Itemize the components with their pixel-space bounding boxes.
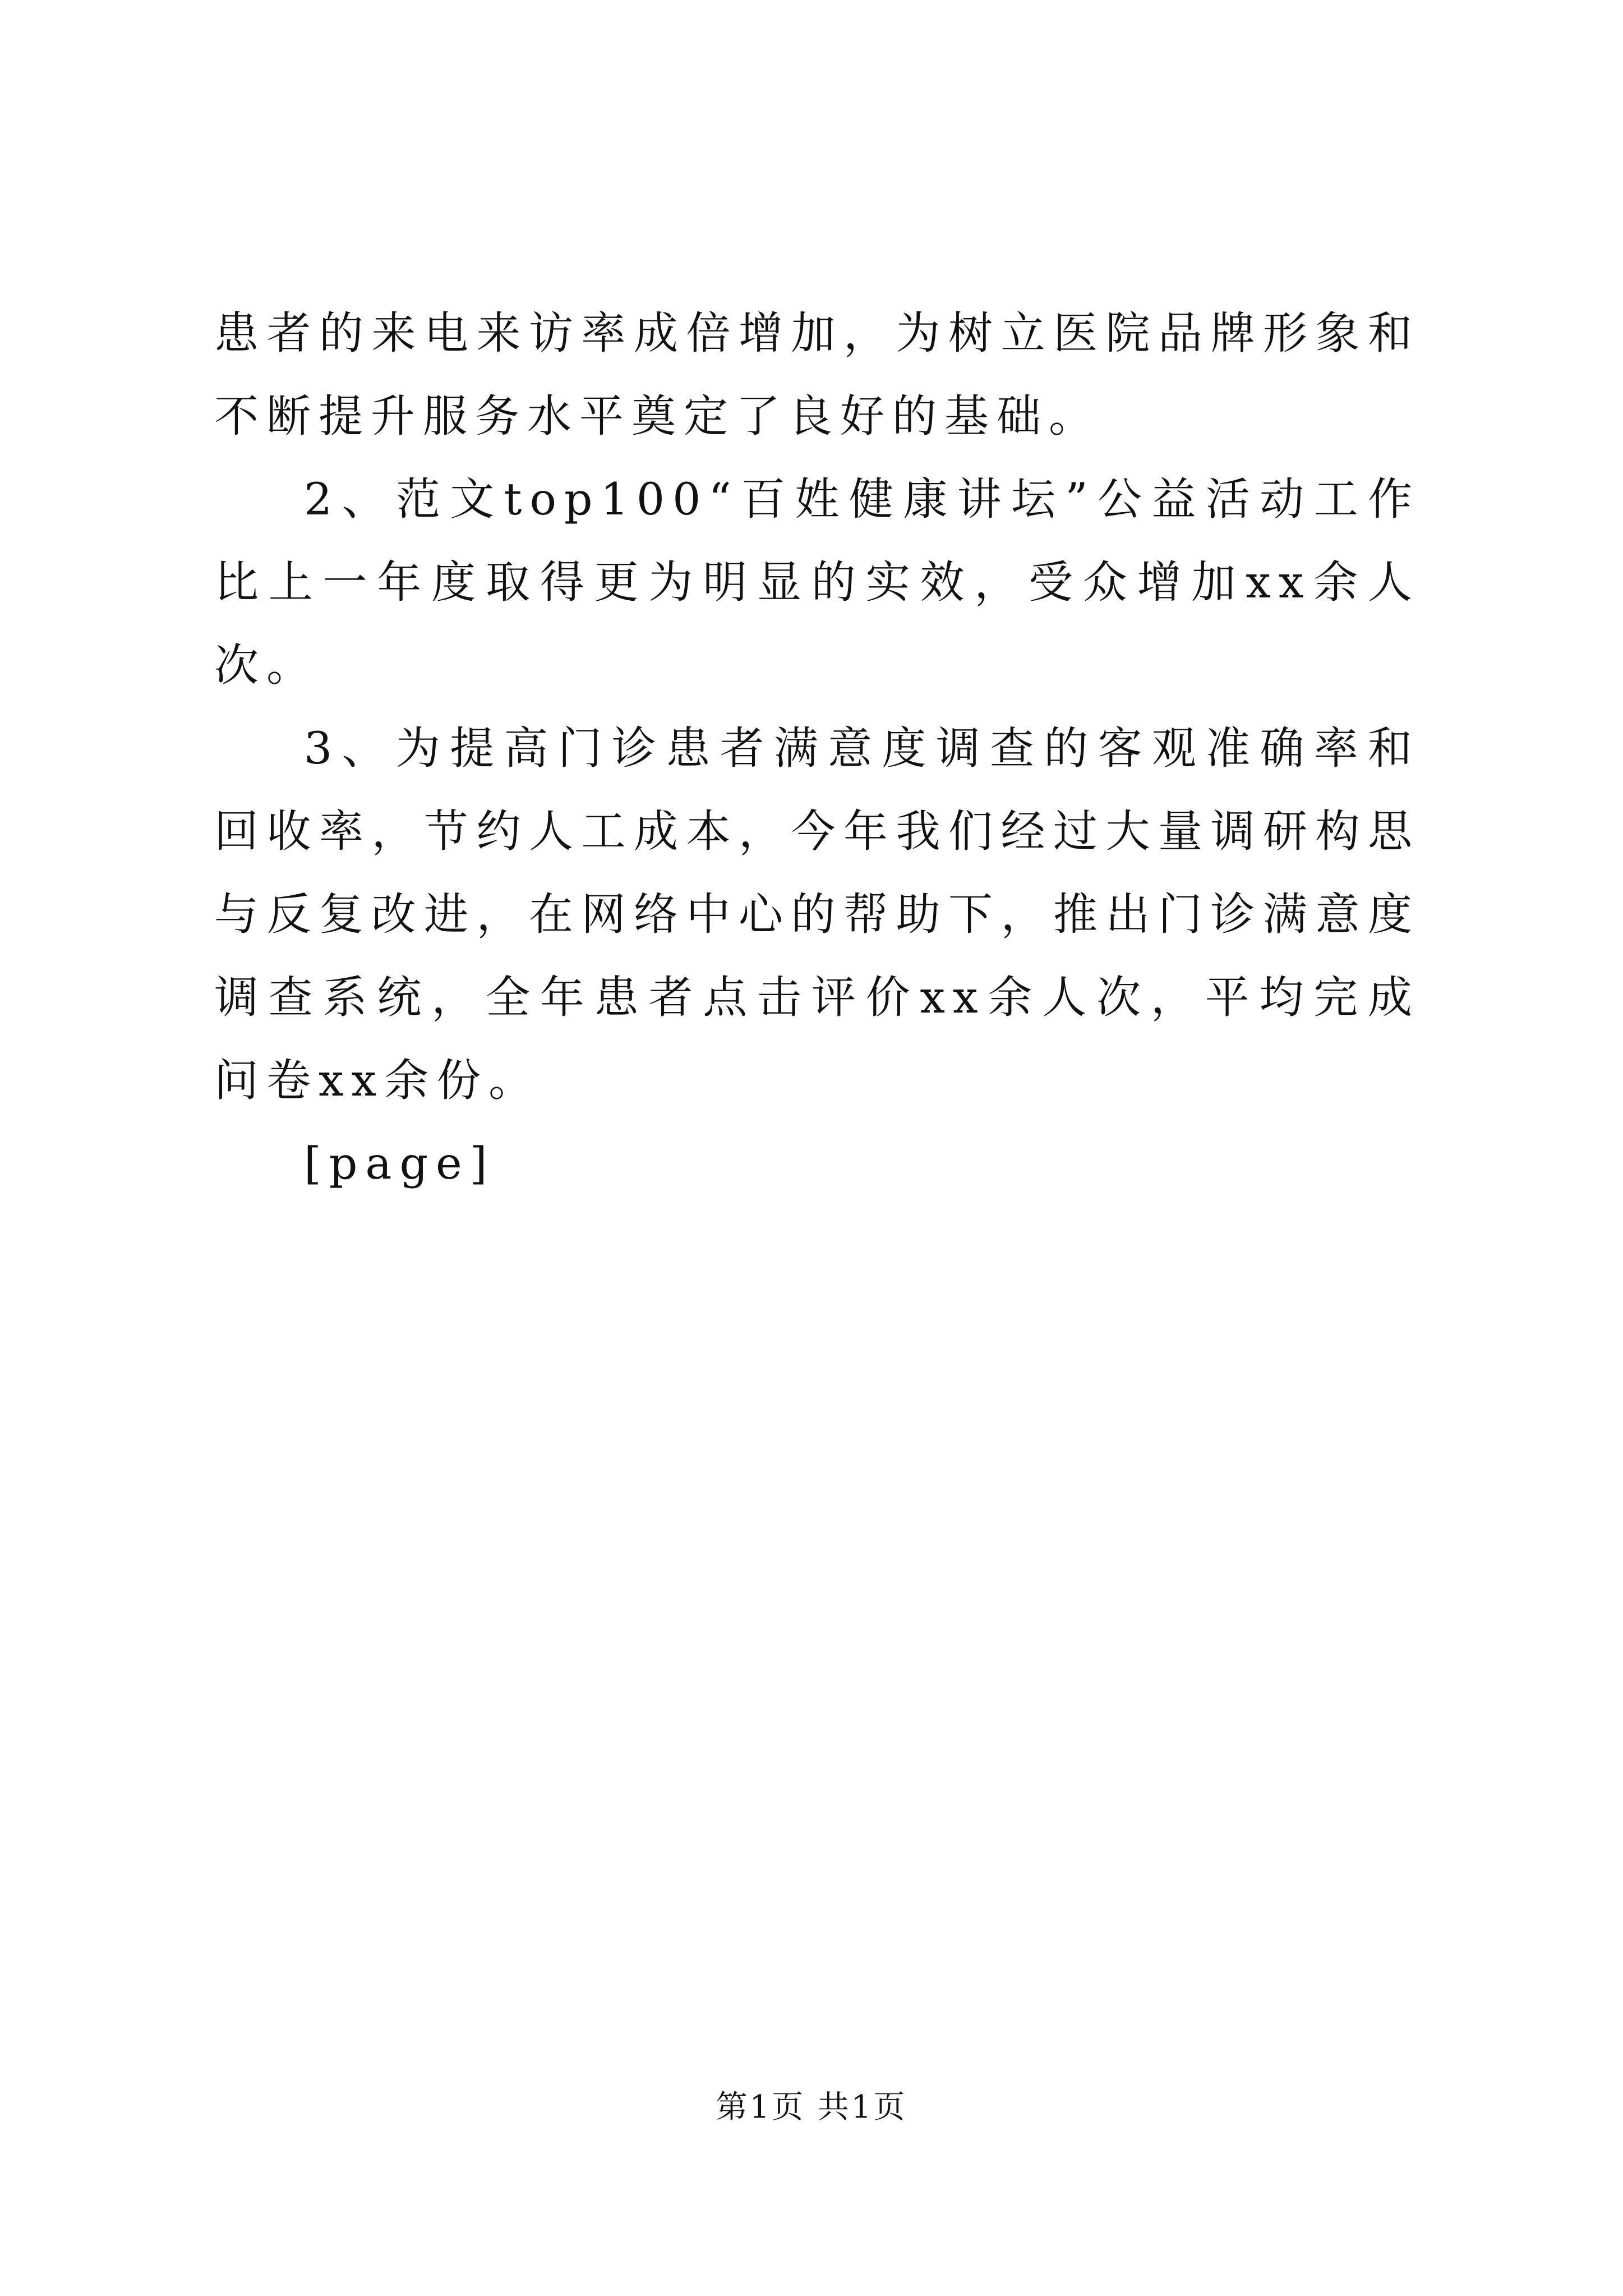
- document-body: [214, 292, 1420, 1205]
- page-number-footer: 第1页 共1页: [716, 2089, 907, 2125]
- page-marker: [page]: [304, 1138, 495, 1189]
- paragraph-item-2: 2、范文top100“百姓健康讲坛”公益活动工作比上一年度取得更为明显的实效，受众增加xx余人次。: [214, 473, 1420, 691]
- paragraph-item-3: 3、为提高门诊患者满意度调查的客观准确率和回收率，节约人工成本，今年我们经过大量调研构思与反复改进，在网络中心的帮助下，推出门诊满意度调查系统，全年患者点击评价xx余人次，平均完成问卷xx余份。: [214, 723, 1420, 1106]
- paragraph-continuation: 患者的来电来访率成倍增加，为树立医院品牌形象和不断提升服务水平奠定了良好的基础。: [214, 307, 1420, 442]
